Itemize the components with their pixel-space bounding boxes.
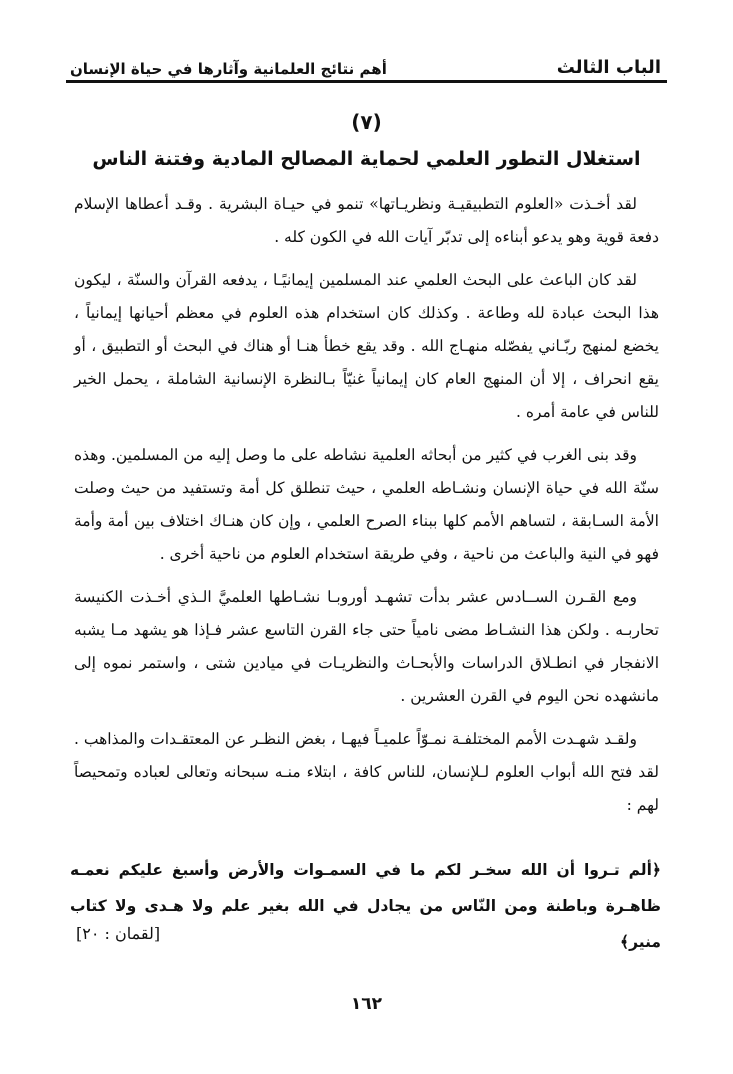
quran-verse: ﴿ألم تـروا أن الله سخـر لكم ما في السمـوات والأرض وأسبغ عليكم نعمـه ظاهـرة وباطنة ومن النّاس من يجادل في الله بغير علم ولا هـدى ولا كتاب منير﴾ [70, 861, 661, 951]
page-number: ١٦٢ [350, 994, 383, 1014]
verse-reference: [لقمان : ٢٠] [76, 924, 161, 943]
chapter-label: الباب الثالث [556, 57, 661, 78]
book-title: أهم نتائج العلمانية وآثارها في حياة الإنسان [70, 60, 387, 78]
paragraph: لقد كان الباعث على البحث العلمي عند المسلمين إيمانيًـا ، يدفعه القرآن والسنّة ، ليكون هذا البحث عبادة لله وطاعة . وكذلك كان استخدام هذه العلوم في معظم أحيانها إيمانياً ، يخضع لمنهج ربّـاني يفصّله منهـاج الله . وقد يقع خطأ هنـا أو هناك في البحث أو التطبيق ، أو يقع انحراف ، إلا أن المنهج العام كان إيمانياً غنيّاً بـالنظرة الإنسانية الشاملة ، يحمل الخير للناس في عامة أمره . [74, 271, 659, 421]
running-header [70, 44, 661, 78]
paragraph: وقد بنى الغرب في كثير من أبحاثه العلمية نشاطه على ما وصل إليه من المسلمين. وهذه سنّة الله في حياة الإنسان ونشـاطه العلمي ، حيث تنطلق كل أمة وتستفيد من حيث وصلت الأمة السـابقة ، لتساهم الأمم كلها ببناء الصرح العلمي ، وإن كان هنـاك اختلاف بين أمة وأمة فهو في النية والباعث من ناحية ، وفي طريقة استخدام العلوم من ناحية أخرى . [74, 446, 659, 563]
paragraph: لقد أخـذت «العلوم التطبيقيـة ونظريـاتها» تنمو في حيـاة البشرية . وقـد أعطاها الإسلام دفعة قوية وهو يدعو أبناءه إلى تدبّر آيات الله في الكون كله . [74, 195, 659, 246]
body-text [74, 188, 659, 832]
paragraph: ومع القـرن الســادس عشر بدأت تشهـد أوروبـا نشـاطها العلميَّ الـذي أخـذت الكنيسة تحاربـه . ولكن هذا النشـاط مضى نامياً حتى جاء القرن التاسع عشر فـإذا هو يشهد مـا يشبه الانفجار في انطـلاق الدراسات والأبحـاث والنظريـات في ميادين شتى ، واستمر نموه إلى مانشهده نحن اليوم في القرن العشرين . [74, 588, 659, 705]
header-rule [66, 80, 667, 83]
section-title: استغلال التطور العلمي لحماية المصالح المادية وفتنة الناس [92, 148, 641, 170]
section-number: (٧) [351, 110, 382, 134]
paragraph: ولقـد شهـدت الأمم المختلفـة نمـوّاً علميـاً فيهـا ، بغض النظـر عن المعتقـدات والمذاهب . لقد فتح الله أبواب العلوم لـلإنسان، للناس كافة ، ابتلاء منـه سبحانه وتعالى لعباده وتمحيصاً لهم : [74, 730, 659, 814]
